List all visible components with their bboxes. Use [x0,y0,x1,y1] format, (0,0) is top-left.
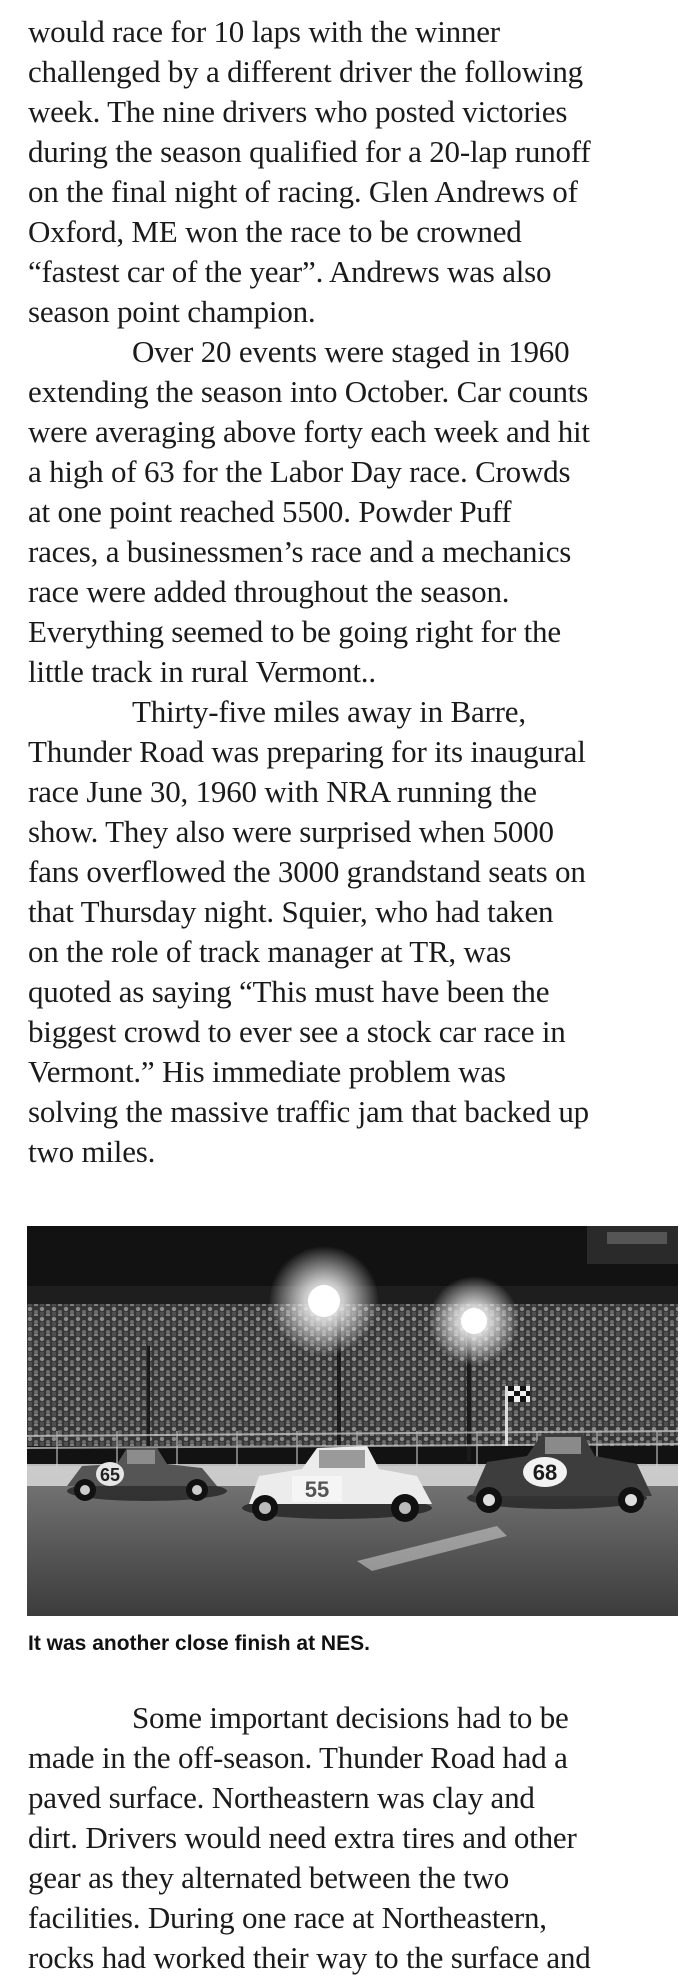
text-line: Thunder Road was preparing for its inaugural [28,734,586,769]
text-line: race were added throughout the season. [28,574,510,609]
paragraph-2 [28,332,678,692]
text-line: were averaging above forty each week and hit [28,414,590,449]
text-line: on the final night of racing. Glen Andrews of [28,174,578,209]
text-line: that Thursday night. Squier, who had taken [28,894,554,929]
text-line: solving the massive traffic jam that backed up [28,1094,589,1129]
text-line: gear as they alternated between the two [28,1860,510,1895]
text-line: paved surface. Northeastern was clay and [28,1780,535,1815]
text-line: race June 30, 1960 with NRA running the [28,774,537,809]
text-line: during the season qualified for a 20-lap runoff [28,134,591,169]
text-line: on the role of track manager at TR, was [28,934,512,969]
text-line-indented: Over 20 events were staged in 1960 [132,334,570,369]
text-line: little track in rural Vermont.. [28,654,376,689]
text-line: rocks had worked their way to the surface and [28,1940,591,1975]
text-line: fans overflowed the 3000 grandstand seats on [28,854,586,889]
text-line: challenged by a different driver the following [28,54,583,89]
text-line: dirt. Drivers would need extra tires and other [28,1820,577,1855]
car-number-label: 65 [99,1465,121,1485]
photo-caption: It was another close finish at NES. [28,1632,370,1655]
text-line: week. The nine drivers who posted victories [28,94,568,129]
text-line: Everything seemed to be going right for the [28,614,561,649]
text-line: races, a businessmen’s race and a mechanics [28,534,572,569]
paragraph-4 [28,1698,678,1978]
text-line: a high of 63 for the Labor Day race. Crowds [28,454,571,489]
text-line-indented: Thirty-five miles away in Barre, [132,694,526,729]
text-line: season point champion. [28,294,316,329]
race-photo [27,1226,678,1616]
text-line: “fastest car of the year”. Andrews was also [28,254,552,289]
text-line-indented: Some important decisions had to be [132,1700,569,1735]
text-line: made in the off-season. Thunder Road had a [28,1740,568,1775]
race-photo-illustration [27,1226,678,1616]
paragraph-3 [28,692,678,1172]
text-line: at one point reached 5500. Powder Puff [28,494,512,529]
text-line: extending the season into October. Car counts [28,374,589,409]
text-line: biggest crowd to ever see a stock car race in [28,1014,566,1049]
paragraph-1 [28,12,678,332]
car-number-label: 68 [532,1460,558,1485]
text-line: quoted as saying “This must have been the [28,974,550,1009]
text-line: Oxford, ME won the race to be crowned [28,214,522,249]
text-line: would race for 10 laps with the winner [28,14,500,49]
article-body-bottom [28,1698,678,1978]
text-line: two miles. [28,1134,156,1169]
car-number-label: 55 [304,1477,330,1502]
text-line: facilities. During one race at Northeastern, [28,1900,547,1935]
article-body-top [28,12,678,1172]
text-line: show. They also were surprised when 5000 [28,814,554,849]
text-line: Vermont.” His immediate problem was [28,1054,506,1089]
